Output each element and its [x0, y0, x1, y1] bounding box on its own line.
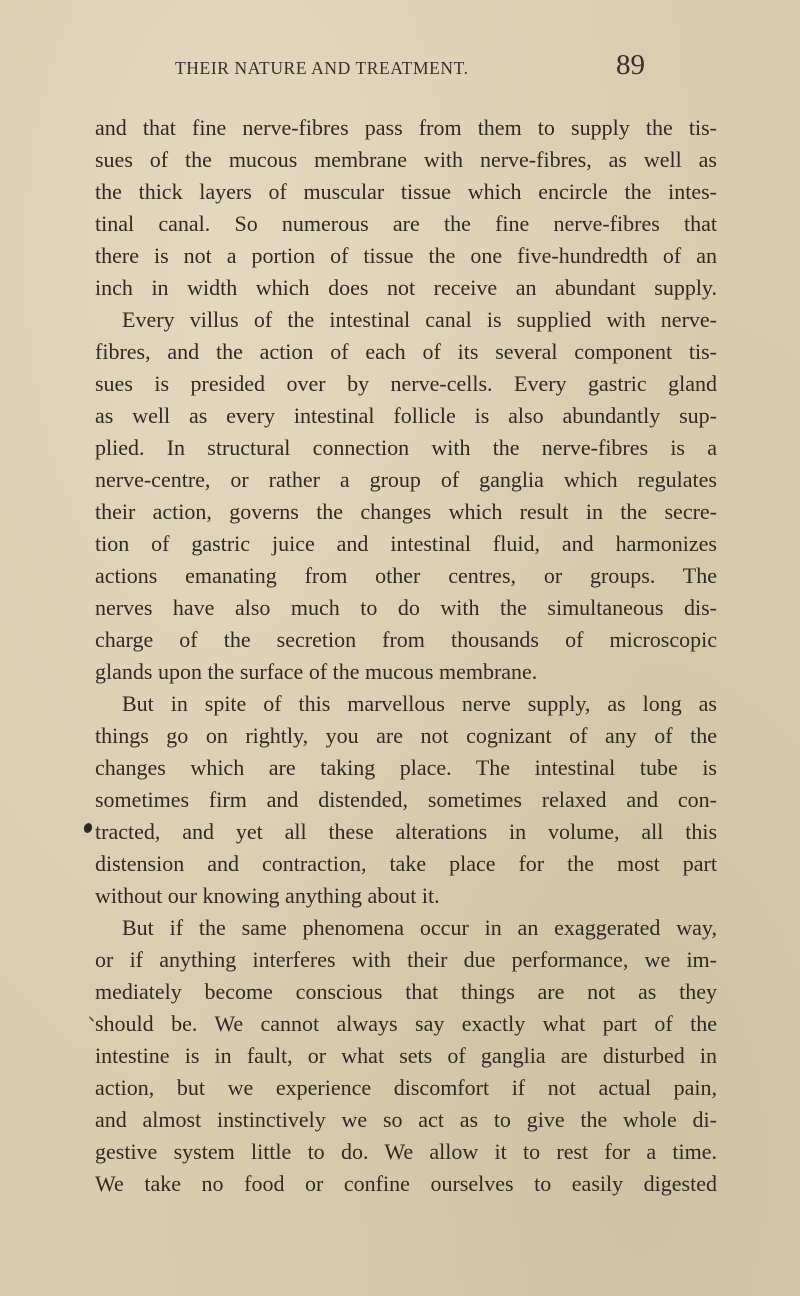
- text-line: sues is presided over by nerve-cells. Every gastric gland: [95, 371, 717, 396]
- text-line: their action, governs the changes which result in the secre-: [95, 499, 717, 524]
- text-line: But in spite of this marvellous nerve supply, as long as: [122, 691, 717, 716]
- text-line: action, but we experience discomfort if not actual pain,: [95, 1075, 717, 1100]
- text-line: sues of the mucous membrane with nerve-fibres, as well as: [95, 147, 717, 172]
- running-head: THEIR NATURE AND TREATMENT.: [175, 58, 469, 78]
- text-line: without our knowing anything about it.: [95, 883, 440, 908]
- body-text: [95, 112, 717, 1200]
- text-line: inch in width which does not receive an abundant supply.: [95, 275, 717, 300]
- text-line: the thick layers of muscular tissue which encircle the intes-: [95, 179, 717, 204]
- text-line: and that fine nerve-fibres pass from them to supply the tis-: [95, 115, 717, 140]
- text-line: and almost instinctively we so act as to give the whole di-: [95, 1107, 717, 1132]
- ink-speck: [88, 1016, 94, 1023]
- text-line: or if anything interferes with their due performance, we im-: [95, 947, 717, 972]
- text-line: Every villus of the intestinal canal is supplied with nerve-: [122, 307, 717, 332]
- text-line: mediately become conscious that things are not as they: [95, 979, 717, 1004]
- text-line: nerves have also much to do with the simultaneous dis-: [95, 595, 717, 620]
- text-line: actions emanating from other centres, or groups. The: [95, 563, 717, 588]
- ink-speck: [83, 822, 94, 834]
- text-line: plied. In structural connection with the nerve-fibres is a: [95, 435, 717, 460]
- text-line: charge of the secretion from thousands of microscopic: [95, 627, 717, 652]
- text-line: as well as every intestinal follicle is also abundantly sup-: [95, 403, 717, 428]
- text-line: But if the same phenomena occur in an exaggerated way,: [122, 915, 717, 940]
- text-line: distension and contraction, take place for the most part: [95, 851, 717, 876]
- text-line: gestive system little to do. We allow it to rest for a time.: [95, 1139, 717, 1164]
- text-line: things go on rightly, you are not cognizant of any of the: [95, 723, 717, 748]
- text-line: should be. We cannot always say exactly what part of the: [95, 1011, 717, 1036]
- text-line: intestine is in fault, or what sets of ganglia are disturbed in: [95, 1043, 717, 1068]
- page-number: 89: [616, 49, 645, 81]
- text-line: sometimes firm and distended, sometimes relaxed and con-: [95, 787, 717, 812]
- text-line: glands upon the surface of the mucous membrane.: [95, 659, 538, 684]
- text-line: changes which are taking place. The intestinal tube is: [95, 755, 717, 780]
- text-line: nerve-centre, or rather a group of ganglia which regulates: [95, 467, 717, 492]
- text-line: there is not a portion of tissue the one five-hundredth of an: [95, 243, 717, 268]
- text-line: fibres, and the action of each of its several component tis-: [95, 339, 717, 364]
- text-line: tion of gastric juice and intestinal fluid, and harmonizes: [95, 531, 717, 556]
- text-line: tracted, and yet all these alterations in volume, all this: [95, 819, 717, 844]
- text-line: tinal canal. So numerous are the fine nerve-fibres that: [95, 211, 717, 236]
- text-line: We take no food or confine ourselves to easily digested: [95, 1171, 717, 1196]
